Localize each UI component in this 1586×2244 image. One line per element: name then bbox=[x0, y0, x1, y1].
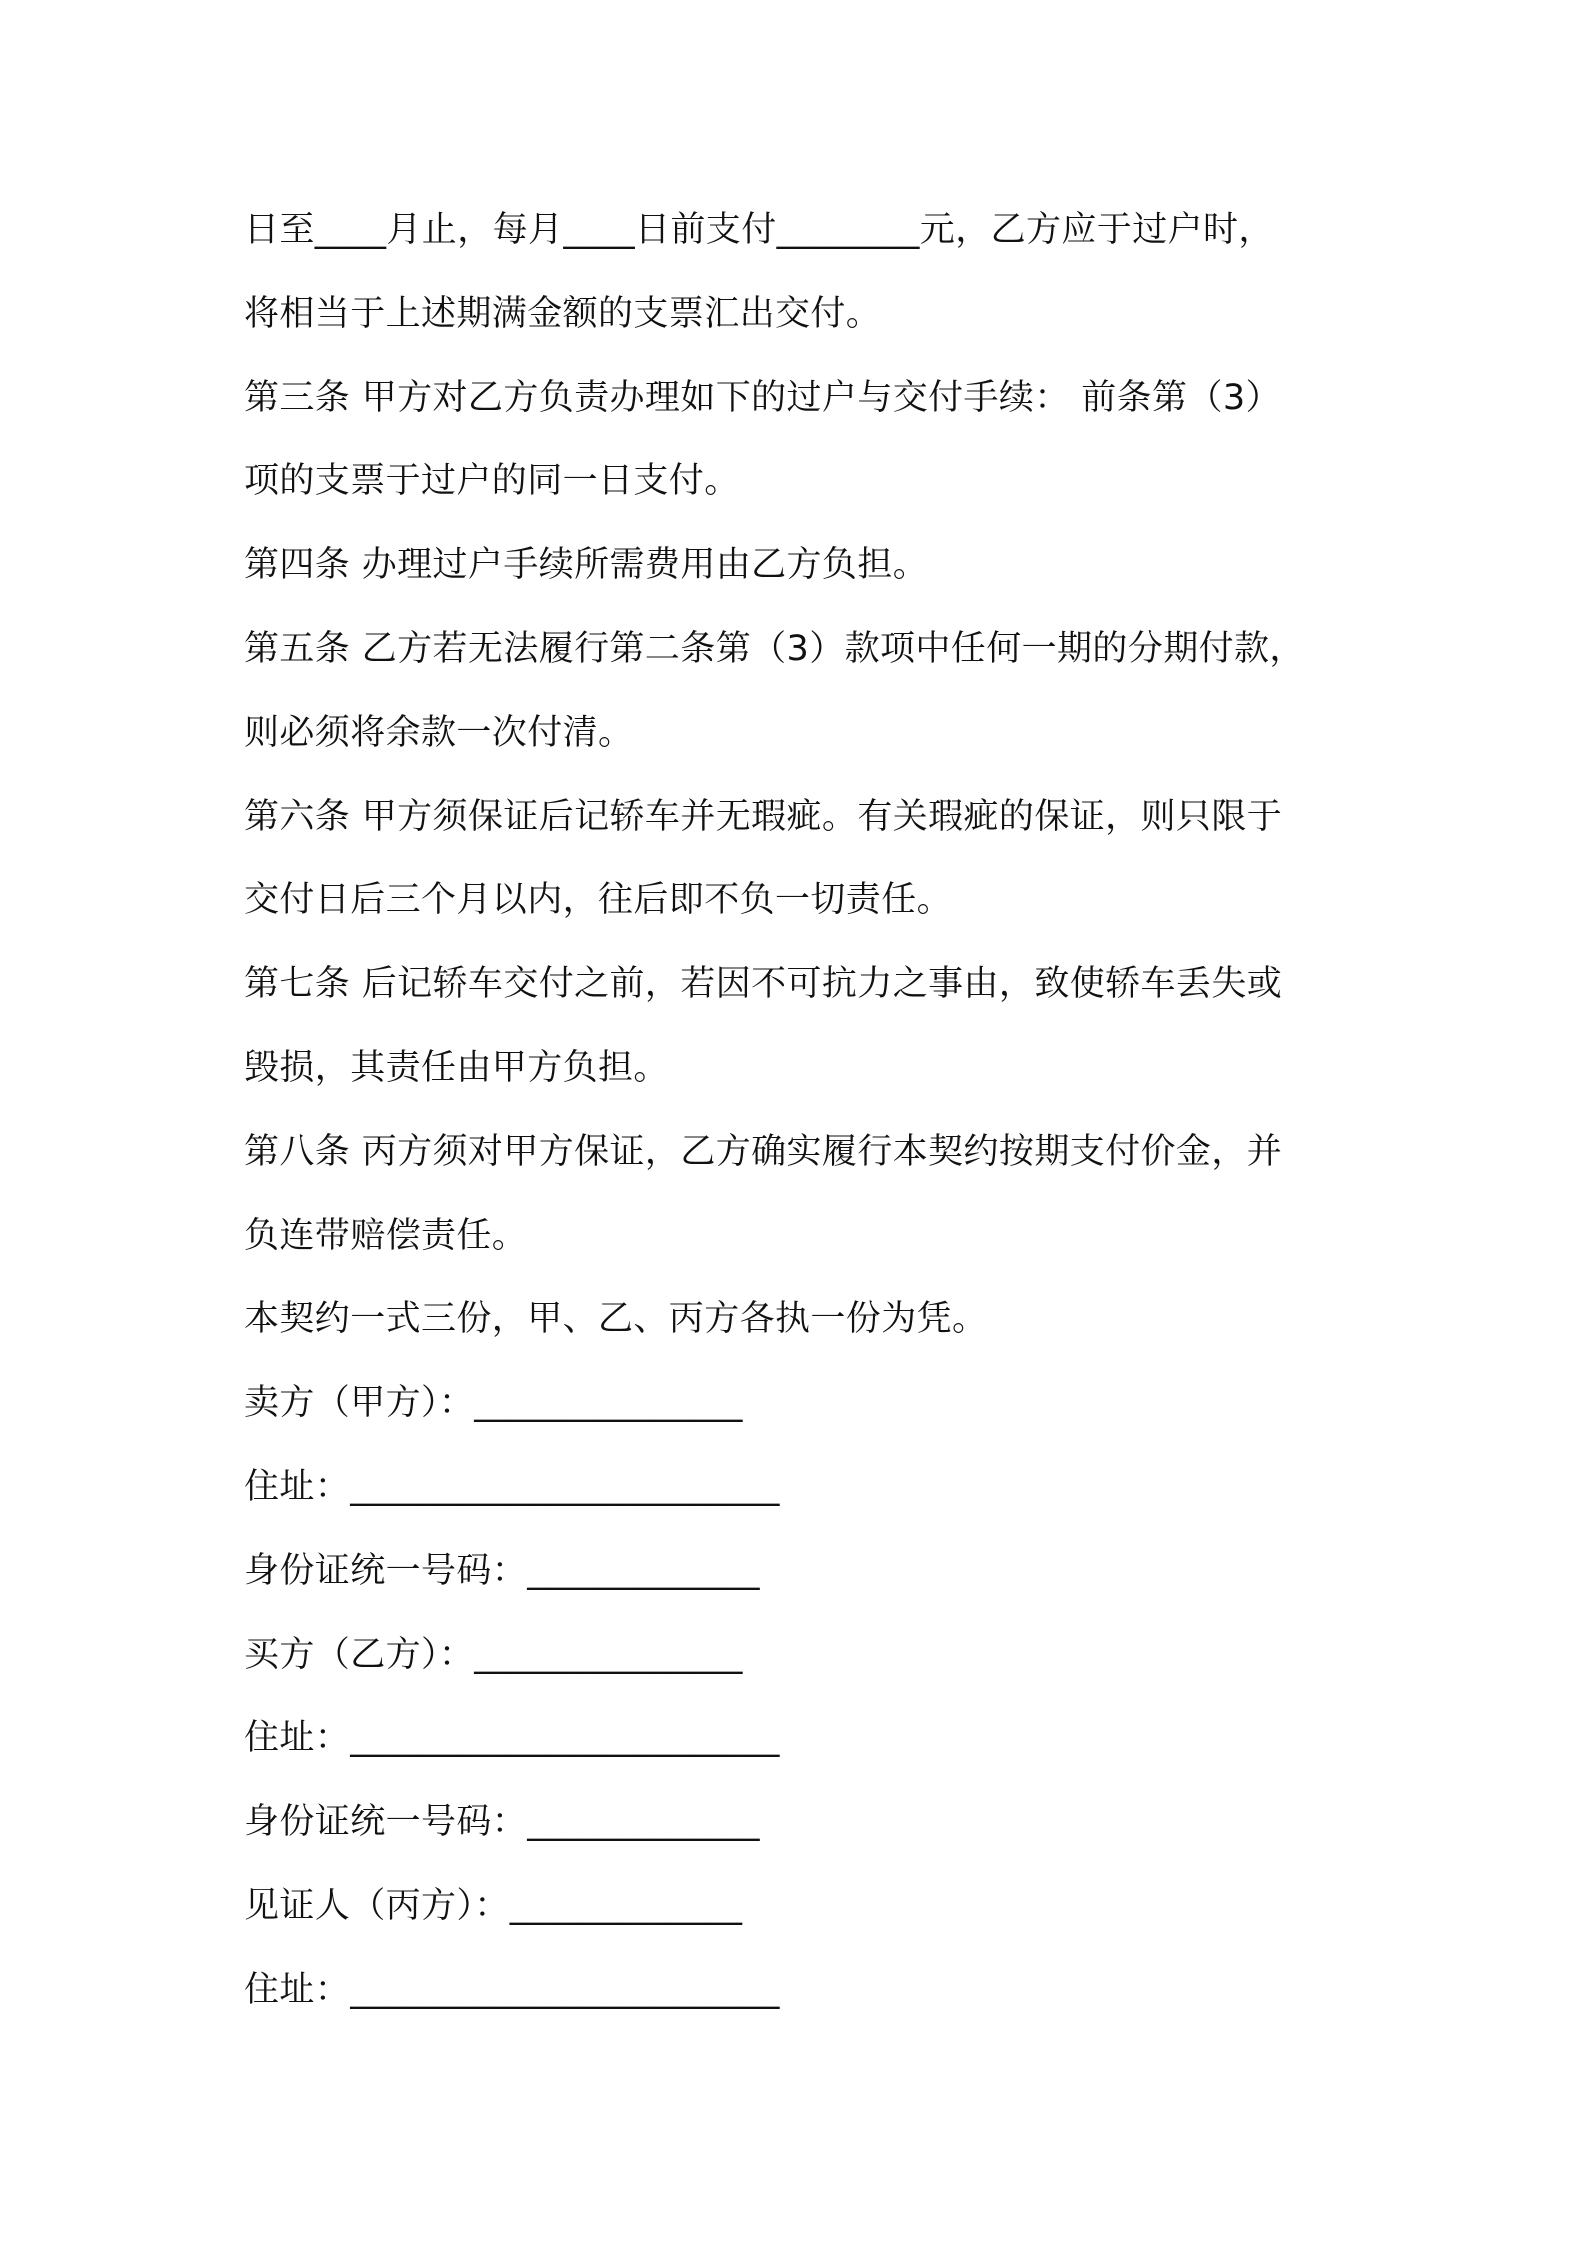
text-line: 则必须将余款一次付清。 bbox=[244, 712, 634, 753]
text-line: 负连带赔偿责任。 bbox=[244, 1215, 528, 1256]
witness-address-field: 住址：________________________ bbox=[244, 1969, 780, 2010]
text-line: 交付日后三个月以内，往后即不负一切责任。 bbox=[244, 880, 953, 921]
seller-address-field: 住址：________________________ bbox=[244, 1466, 780, 1507]
article-7: 第七条 后记轿车交付之前，若因不可抗力之事由，致使轿车丢失或 bbox=[244, 964, 1283, 1005]
seller-field: 卖方（甲方）：_______________ bbox=[244, 1383, 743, 1424]
witness-field: 见证人（丙方）：_____________ bbox=[244, 1885, 743, 1926]
text-line: 项的支票于过户的同一日支付。 bbox=[244, 461, 740, 502]
article-6: 第六条 甲方须保证后记轿车并无瑕疵。有关瑕疵的保证，则只限于 bbox=[244, 796, 1283, 837]
article-4: 第四条 办理过户手续所需费用由乙方负担。 bbox=[244, 545, 929, 586]
text-line: 毁损，其责任由甲方负担。 bbox=[244, 1047, 669, 1088]
document-body bbox=[244, 196, 1364, 2040]
buyer-field: 买方（乙方）：_______________ bbox=[244, 1634, 743, 1675]
article-5: 第五条 乙方若无法履行第二条第（3）款项中任何一期的分期付款， bbox=[244, 628, 1305, 669]
seller-id-field: 身份证统一号码：_____________ bbox=[244, 1550, 760, 1591]
text-line: 日至____月止，每月____日前支付________元，乙方应于过户时， bbox=[244, 210, 1274, 250]
article-8: 第八条 丙方须对甲方保证，乙方确实履行本契约按期支付价金，并 bbox=[244, 1131, 1283, 1172]
buyer-address-field: 住址：________________________ bbox=[244, 1718, 780, 1759]
buyer-id-field: 身份证统一号码：_____________ bbox=[244, 1802, 760, 1843]
text-line: 将相当于上述期满金额的支票汇出交付。 bbox=[244, 293, 882, 334]
copies-statement: 本契约一式三份，甲、乙、丙方各执一份为凭。 bbox=[244, 1299, 988, 1340]
article-3: 第三条 甲方对乙方负责办理如下的过户与交付手续： 前条第（3） bbox=[244, 377, 1281, 418]
